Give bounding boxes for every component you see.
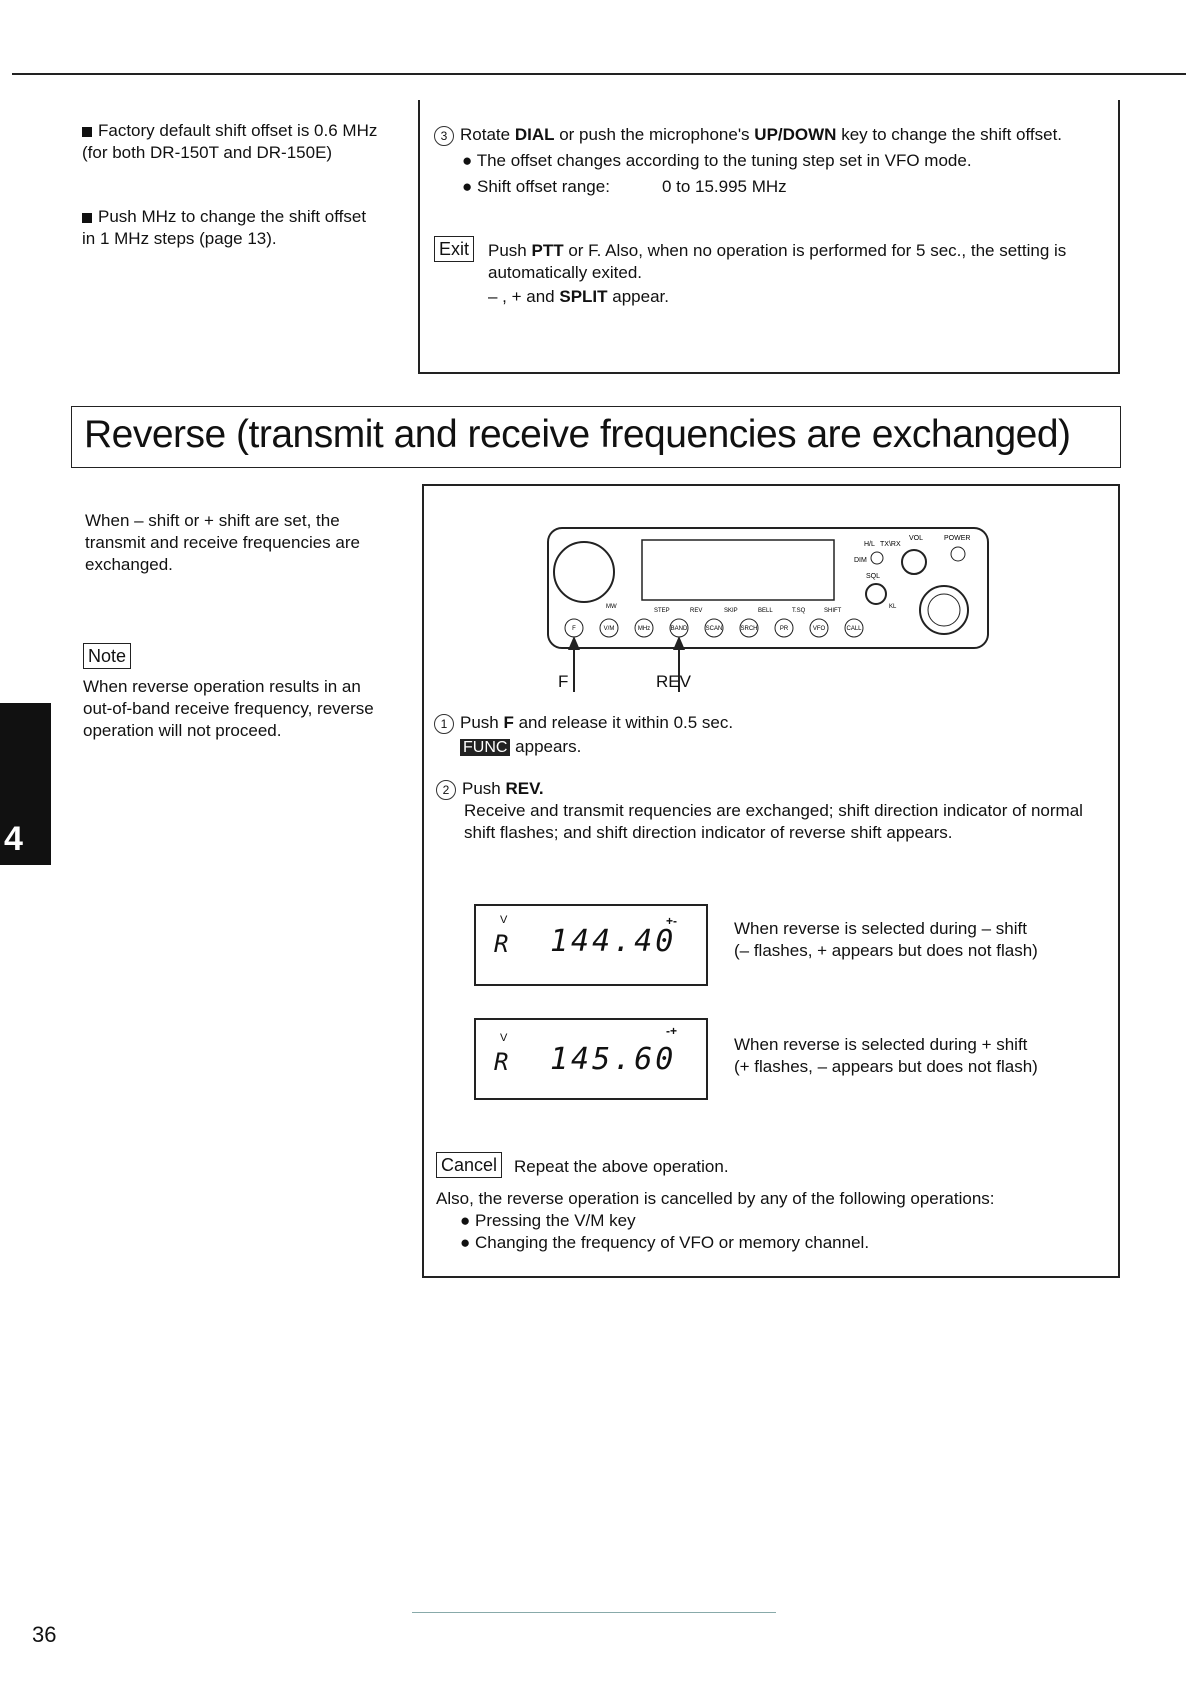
step2-description: Receive and transmit requencies are exchanged; shift direction indicator of normal shift flashes; and shift direction indicator of reverse shift appears. <box>464 801 1083 842</box>
label-rev: REV <box>690 608 703 614</box>
label-dim: DIM <box>854 557 867 564</box>
label-tsq: T.SQ <box>792 608 806 614</box>
radio-front-panel <box>544 524 994 694</box>
step-number: 3 <box>434 126 454 146</box>
lcd-frequency: 145.60 <box>550 1042 677 1077</box>
top-procedure-box <box>418 100 1120 374</box>
lcd-r-indicator: R <box>494 930 512 958</box>
chapter-number: 4 <box>4 820 23 858</box>
vfo-button-label: VFO <box>812 626 826 632</box>
label-shift: SHIFT <box>824 608 842 614</box>
cancel-text: Repeat the above operation. <box>514 1157 729 1176</box>
vm-button-label: V/M <box>603 626 615 632</box>
display1-text1: When reverse is selected during – shift <box>734 919 1027 938</box>
f-arrow-icon <box>568 636 580 650</box>
cancel-bullet-1: ● Pressing the V/M key <box>460 1211 636 1230</box>
lcd-r-indicator: R <box>494 1048 512 1076</box>
label-step: STEP <box>654 608 670 614</box>
lcd-v-indicator: V <box>500 914 508 926</box>
label-vol: VOL <box>909 535 924 542</box>
mic-connector-inner <box>928 594 960 626</box>
vol-knob <box>902 550 926 574</box>
offset-bullet-2: ● Shift offset range: 0 to 15.995 MHz <box>462 177 787 196</box>
label-power: POWER <box>944 535 971 542</box>
chapter-tab <box>0 703 51 865</box>
square-bullet-icon <box>82 213 92 223</box>
srch-button-label: SRCH <box>740 626 758 632</box>
note-default-offset: Factory default shift offset is 0.6 MHz (for both DR-150T and DR-150E) <box>82 121 378 162</box>
square-bullet-icon <box>82 127 92 137</box>
display2-text1: When reverse is selected during + shift <box>734 1035 1028 1054</box>
label-skip: SKIP <box>724 608 738 614</box>
shift-indicator-icon: +- <box>666 914 678 928</box>
top-rule <box>12 73 1186 75</box>
rev-arrow-icon <box>673 636 685 650</box>
band-button-label: BAND <box>670 626 688 632</box>
cancel-bullet-2: ● Changing the frequency of VFO or memory channel. <box>460 1233 870 1252</box>
lcd-frequency: 144.40 <box>550 924 677 959</box>
display1-text2: (– flashes, + appears but does not flash) <box>734 941 1038 960</box>
dial-knob <box>554 542 614 602</box>
step3: 3 Rotate DIAL or push the microphone's UP/DOWN key to change the shift offset. <box>434 124 1114 146</box>
call-button-label: CALL <box>846 626 862 632</box>
label-kl: KL <box>889 604 897 610</box>
lcd-window <box>642 540 834 600</box>
power-button <box>951 547 965 561</box>
label-sql: SQL <box>866 573 881 580</box>
cancel-key: Cancel <box>436 1152 502 1178</box>
label-txrx: TX\RX <box>880 541 901 548</box>
note-mhz-steps: Push MHz to change the shift offset in 1 MHz steps (page 13). <box>82 207 367 248</box>
section-title-box <box>71 406 1121 468</box>
lcd-display-plus-shift <box>474 1018 708 1100</box>
callout-f: F <box>558 672 569 691</box>
lcd-v-indicator: V <box>500 1032 508 1044</box>
lcd-display-minus-shift <box>474 904 708 986</box>
sql-knob <box>866 584 886 604</box>
mic-connector <box>920 586 968 634</box>
section-title: Reverse (transmit and receive frequencies are exchanged) <box>84 413 1071 456</box>
step1: 1 Push F and release it within 0.5 sec. <box>434 712 1094 734</box>
main-procedure-box <box>422 484 1120 1278</box>
mhz-button-label: MHz <box>637 626 651 632</box>
offset-bullet-1: ● The offset changes according to the tuning step set in VFO mode. <box>462 151 972 170</box>
scan-button-label: SCAN <box>705 626 723 632</box>
display2-text2: (+ flashes, – appears but does not flash) <box>734 1057 1038 1076</box>
f-button-label: F <box>572 626 576 632</box>
label-mw: MW <box>606 604 617 610</box>
callout-rev: REV <box>656 672 691 691</box>
also-text: Also, the reverse operation is cancelled by any of the following operations: <box>436 1189 995 1208</box>
func-indicator: FUNC <box>460 739 510 756</box>
page-number: 36 <box>32 1622 57 1647</box>
exit-appear: – , + and SPLIT appear. <box>488 287 669 306</box>
left-intro: When – shift or + shift are set, the transmit and receive frequencies are exchanged. <box>85 511 360 574</box>
shift-indicator-icon: -+ <box>666 1024 678 1038</box>
note-text: When reverse operation results in an out-of-band receive frequency, reverse operation will not proceed. <box>83 677 374 740</box>
dim-button <box>871 552 883 564</box>
label-bell: BELL <box>758 608 773 614</box>
pr-button-label: PR <box>779 626 789 632</box>
exit-instruction: Push PTT or F. Also, when no operation is performed for 5 sec., the setting is automatically exited. <box>488 241 1067 282</box>
func-line: FUNC appears. <box>460 736 581 759</box>
step2: 2 Push REV. <box>436 778 544 800</box>
label-hl: H/L <box>864 541 875 548</box>
note-key: Note <box>83 643 131 669</box>
footer-line <box>412 1612 776 1613</box>
exit-key: Exit <box>434 236 474 262</box>
